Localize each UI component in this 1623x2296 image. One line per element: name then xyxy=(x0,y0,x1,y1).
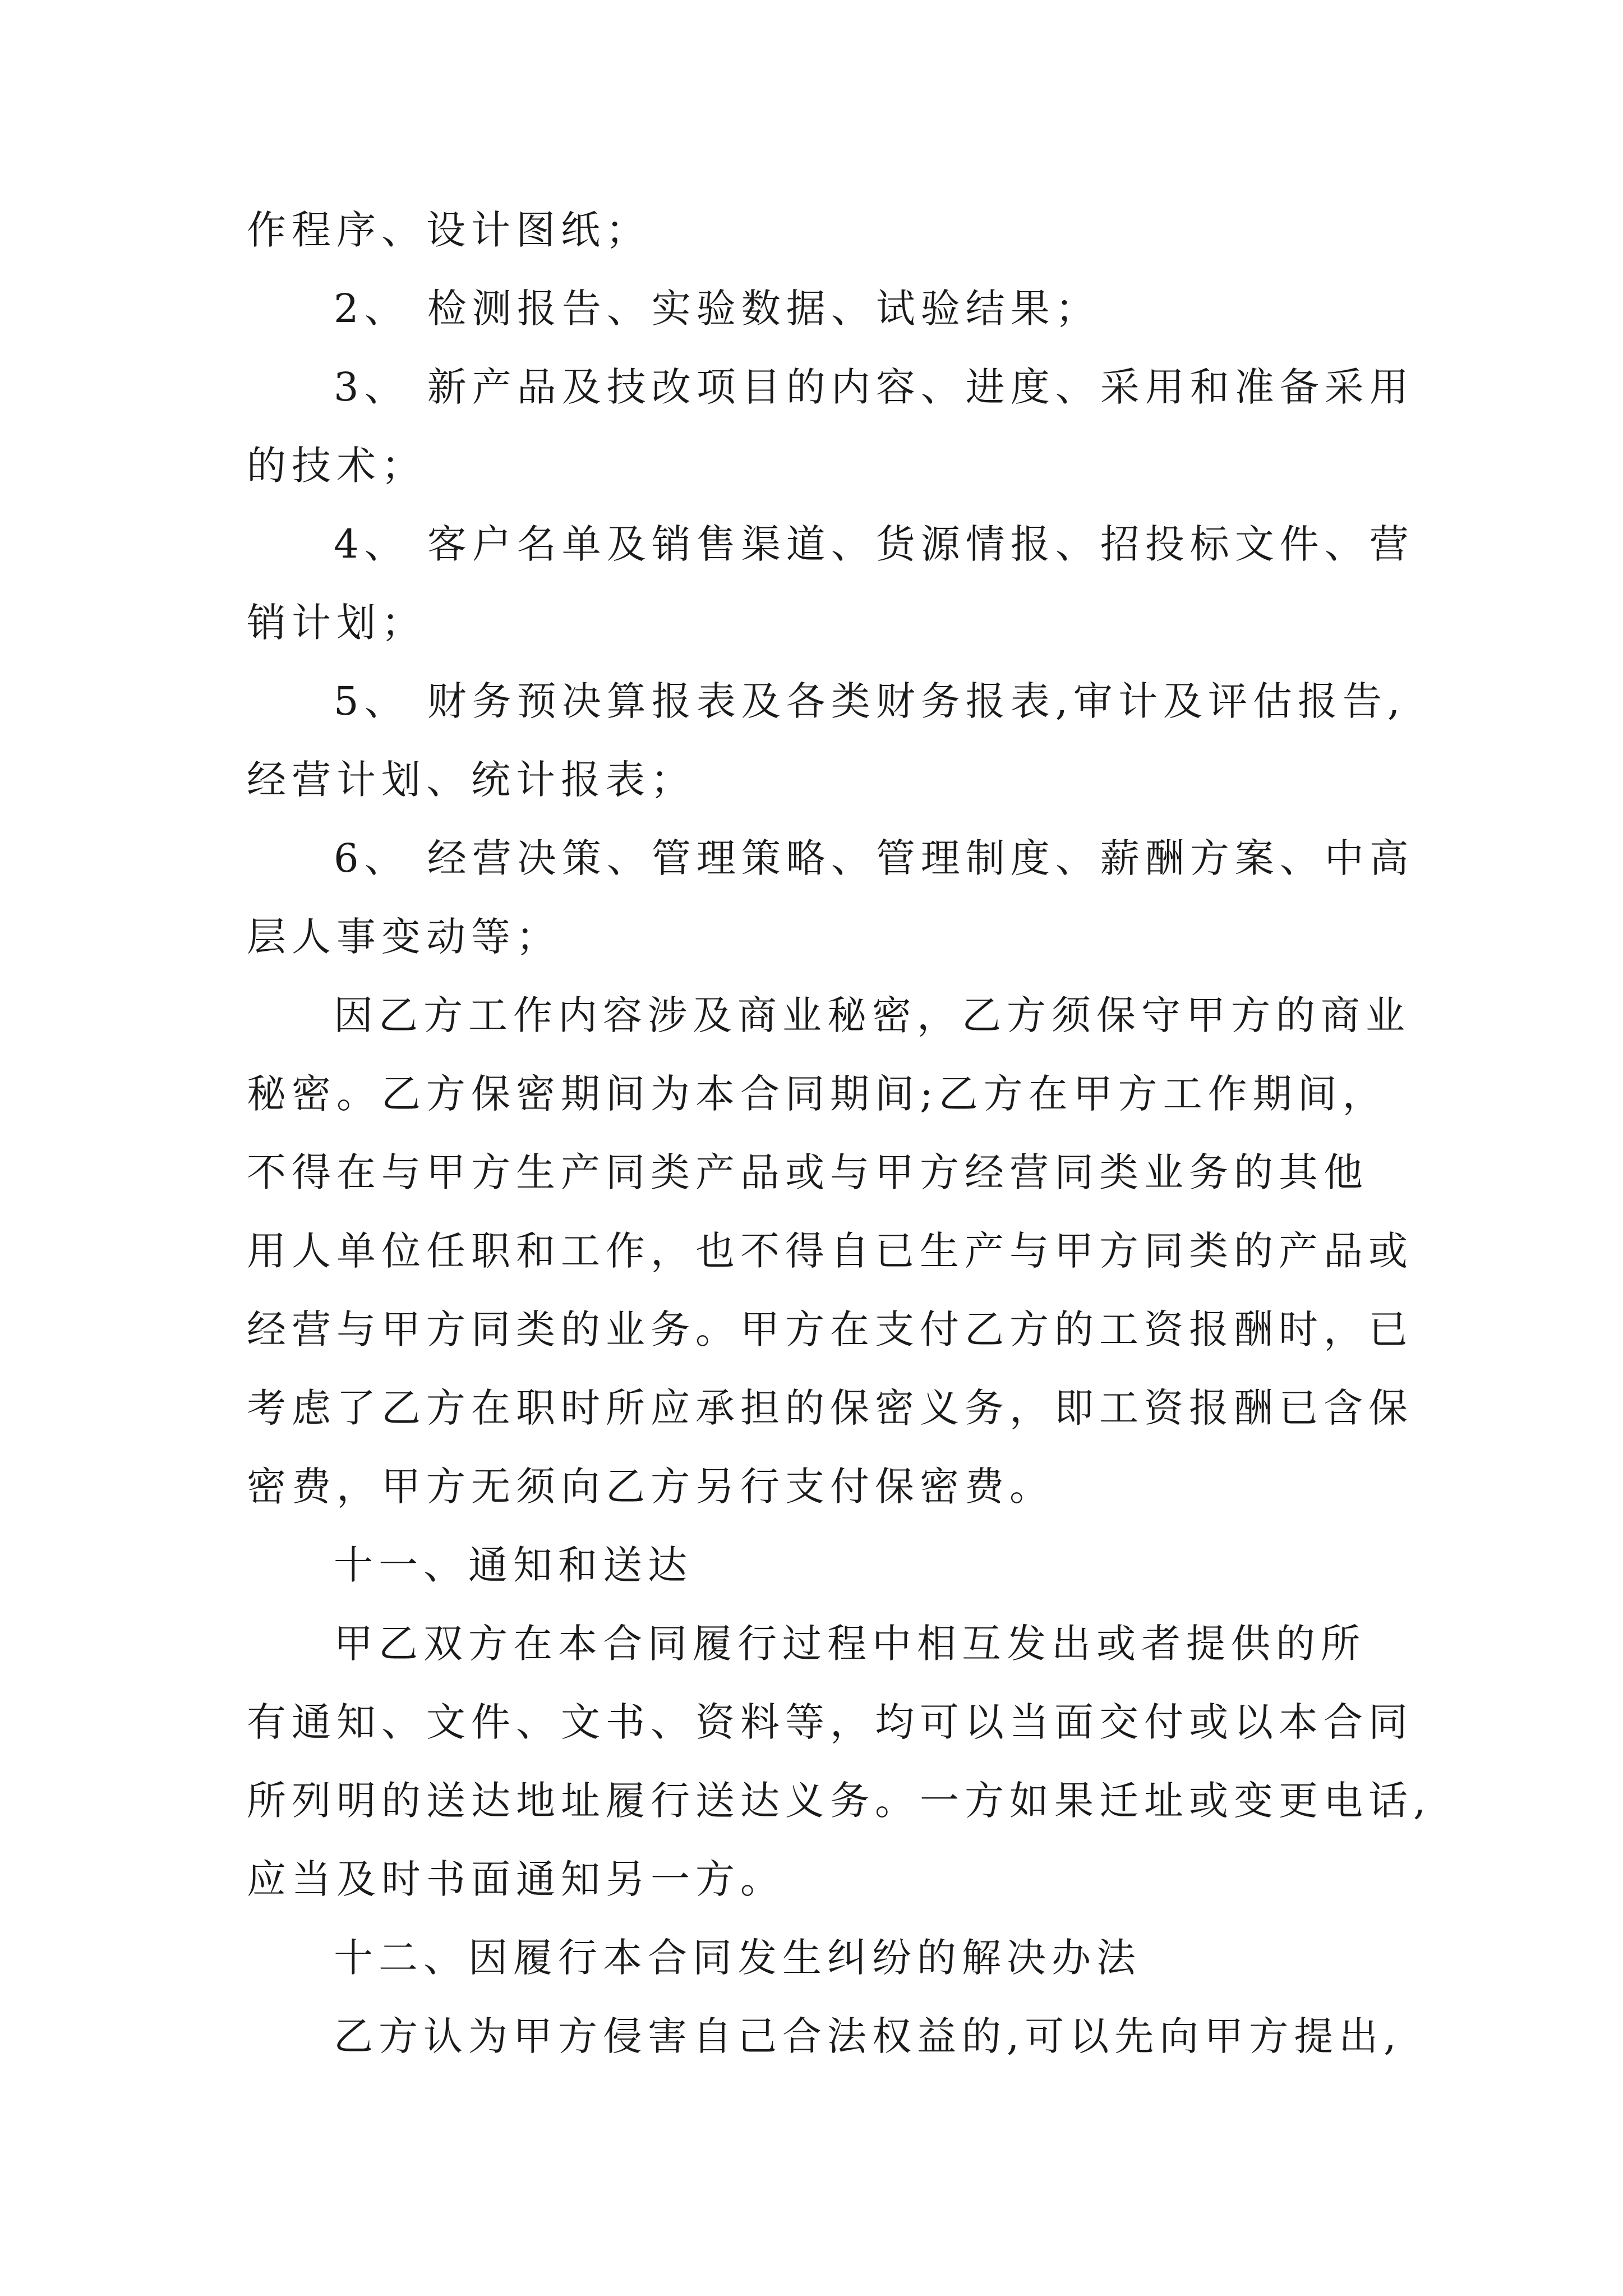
section-heading: 十二、因履行本合同发生纠纷的解决办法 xyxy=(334,1935,1141,1981)
text-line: 经营与甲方同类的业务。甲方在支付乙方的工资报酬时，已 xyxy=(247,1306,1413,1352)
text-line: 6、 经营决策、管理策略、管理制度、薪酬方案、中高 xyxy=(334,835,1414,881)
text-line: 经营计划、统计报表； xyxy=(247,757,695,803)
text-line: 应当及时书面通知另一方。 xyxy=(247,1856,785,1902)
text-line: 秘密。乙方保密期间为本合同期间;乙方在甲方工作期间， xyxy=(247,1071,1387,1117)
text-line: 有通知、文件、文书、资料等，均可以当面交付或以本合同 xyxy=(247,1699,1413,1745)
text-line: 3、 新产品及技改项目的内容、进度、采用和准备采用 xyxy=(334,364,1414,410)
text-line: 密费，甲方无须向乙方另行支付保密费。 xyxy=(247,1464,1054,1510)
text-line: 销计划； xyxy=(247,600,426,646)
text-line: 的技术； xyxy=(247,443,426,489)
text-line: 4、 客户名单及销售渠道、货源情报、招投标文件、营 xyxy=(334,521,1414,567)
section-heading: 十一、通知和送达 xyxy=(334,1542,693,1588)
text-line: 用人单位任职和工作，也不得自已生产与甲方同类的产品或 xyxy=(247,1228,1413,1274)
text-line: 作程序、设计图纸； xyxy=(247,207,651,253)
text-line: 考虑了乙方在职时所应承担的保密义务，即工资报酬已含保 xyxy=(247,1385,1413,1431)
text-line: 乙方认为甲方侵害自己合法权益的,可以先向甲方提出, xyxy=(334,2013,1402,2059)
text-line: 5、 财务预决算报表及各类财务报表,审计及评估报告, xyxy=(334,678,1406,724)
text-line: 层人事变动等； xyxy=(247,914,561,960)
text-line: 不得在与甲方生产同类产品或与甲方经营同类业务的其他 xyxy=(247,1149,1368,1195)
text-line: 因乙方工作内容涉及商业秘密，乙方须保守甲方的商业 xyxy=(334,992,1410,1038)
text-line: 甲乙双方在本合同履行过程中相互发出或者提供的所 xyxy=(334,1621,1366,1667)
text-line: 2、 检测报告、实验数据、试验结果； xyxy=(334,286,1100,332)
text-line: 所列明的送达地址履行送达义务。一方如果迁址或变更电话, xyxy=(247,1778,1432,1824)
